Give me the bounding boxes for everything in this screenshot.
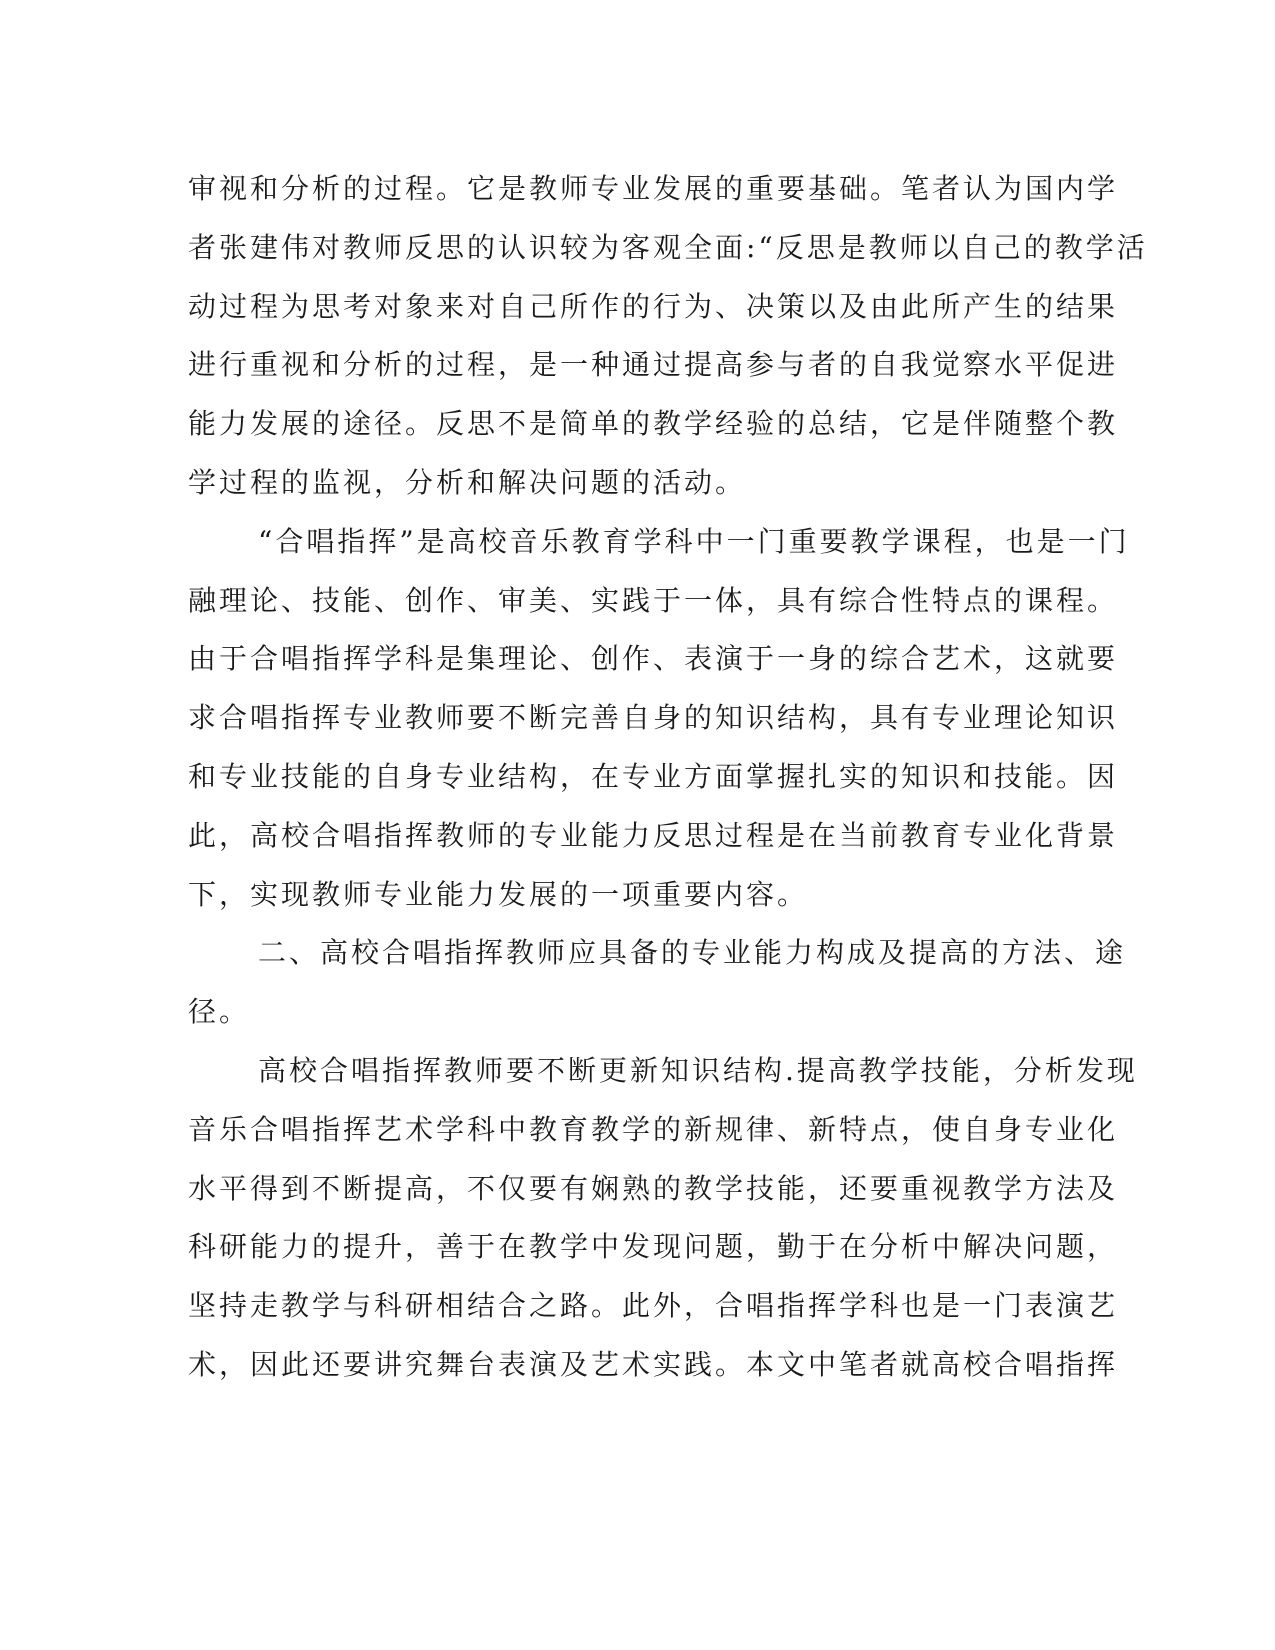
text-line: 坚持走教学与科研相结合之路。此外，合唱指挥学科也是一门表演艺 — [188, 1289, 1119, 1323]
text-line: 下，实现教师专业能力发展的一项重要内容。 — [188, 877, 809, 911]
text-line: 此，高校合唱指挥教师的专业能力反思过程是在当前教育专业化背景 — [188, 818, 1119, 852]
paragraph-first-line: 高校合唱指挥教师要不断更新知识结构.提高教学技能，分析发现 — [258, 1053, 1138, 1087]
text-line: 和专业技能的自身专业结构，在专业方面掌握扎实的知识和技能。因 — [188, 759, 1119, 793]
text-line: 由于合唱指挥学科是集理论、创作、表演于一身的综合艺术，这就要 — [188, 642, 1119, 676]
body-text — [188, 160, 1148, 1395]
text-line: 进行重视和分析的过程，是一种通过提高参与者的自我觉察水平促进 — [188, 348, 1119, 382]
paragraph-first-line: “合唱指挥”是高校音乐教育学科中一门重要教学课程，也是一门 — [258, 524, 1130, 558]
text-line: 审视和分析的过程。它是教师专业发展的重要基础。笔者认为国内学 — [188, 172, 1119, 205]
text-line: 者张建伟对教师反思的认识较为客观全面:“反思是教师以自己的教学活 — [188, 230, 1148, 264]
text-line: 动过程为思考对象来对自己所作的行为、决策以及由此所产生的结果 — [188, 289, 1119, 323]
text-line: 学过程的监视，分析和解决问题的活动。 — [188, 465, 747, 499]
section-heading: 二、高校合唱指挥教师应具备的专业能力构成及提高的方法、途 — [258, 936, 1127, 970]
text-line: 水平得到不断提高，不仅要有娴熟的教学技能，还要重视教学方法及 — [188, 1171, 1119, 1205]
text-line: 术，因此还要讲究舞台表演及艺术实践。本文中笔者就高校合唱指挥 — [188, 1347, 1119, 1381]
text-line: 融理论、技能、创作、审美、实践于一体，具有综合性特点的课程。 — [188, 583, 1119, 617]
text-line: 科研能力的提升，善于在教学中发现问题，勤于在分析中解决问题， — [188, 1230, 1119, 1264]
section-heading-cont: 径。 — [188, 995, 251, 1029]
text-line: 音乐合唱指挥艺术学科中教育教学的新规律、新特点，使自身专业化 — [188, 1112, 1119, 1146]
text-line: 能力发展的途径。反思不是简单的教学经验的总结，它是伴随整个教 — [188, 407, 1119, 441]
text-line: 求合唱指挥专业教师要不断完善自身的知识结构，具有专业理论知识 — [188, 701, 1119, 735]
